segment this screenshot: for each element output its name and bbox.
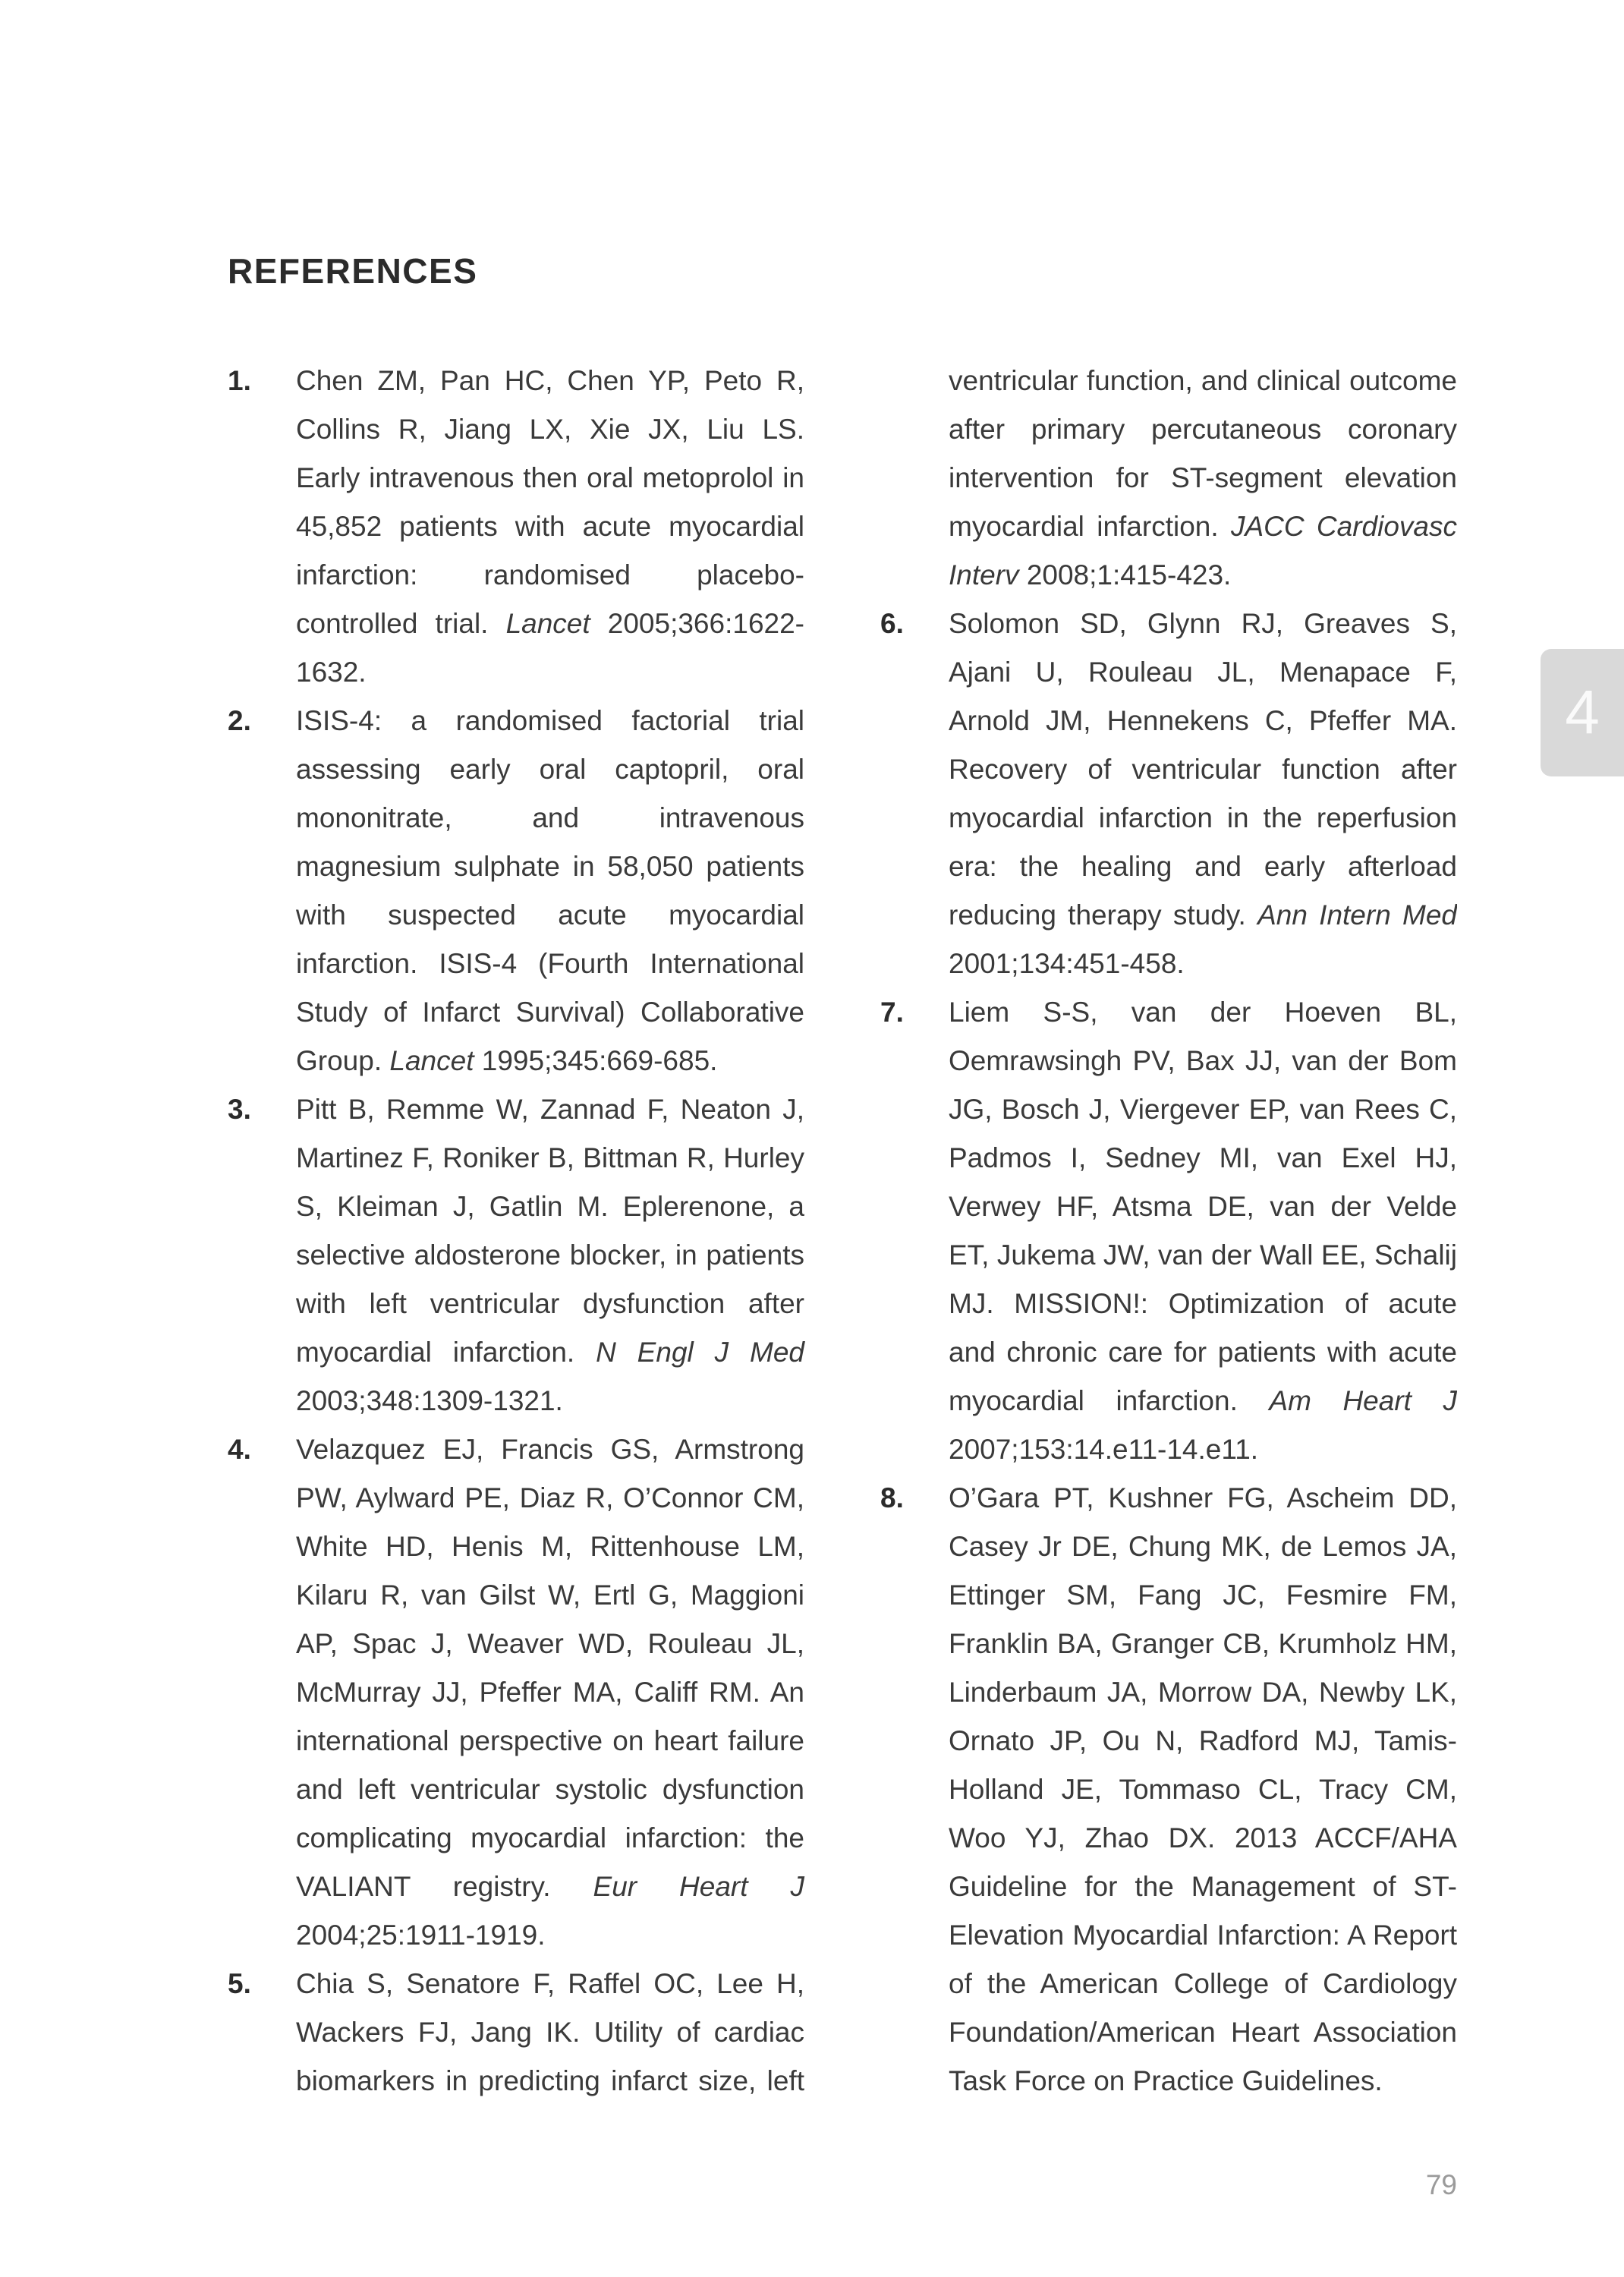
reference-text: Chia S, Senatore F, Raffel OC, Lee H, Wackers FJ, Jang IK. Utility of cardiac biomarkers in predicting infarct size, left ventricular function, and clinical outcome after primary percutaneous coronary intervention for ST-segment elevation myocardial infarction. — [296, 365, 1457, 2096]
reference-text: Liem S-S, van der Hoeven BL, Oemrawsingh PV, Bax JJ, van der Bom JG, Bosch J, Viergever EP, van Rees C, Padmos I, Sedney MI, van Exel HJ, Verwey HF, Atsma DE, van der Velde ET, Jukema JW, van der Wall EE, Schalij MJ. MISSION!: Optimization of acute and chronic care for patients with acute myocardial infarction. — [949, 997, 1457, 1416]
page-content — [228, 250, 1457, 2125]
reference-item — [880, 600, 1457, 988]
page-number: 79 — [1425, 2169, 1457, 2200]
journal-name: Lancet — [389, 1045, 474, 1076]
journal-name: N Engl J Med — [596, 1337, 804, 1368]
chapter-tab — [1541, 649, 1624, 776]
reference-number: 7. — [880, 997, 904, 1028]
reference-text: 2007;153:14.e11-14.e11. — [949, 1434, 1259, 1465]
reference-text: Chen ZM, Pan HC, Chen YP, Peto R, Collins R, Jiang LX, Xie JX, Liu LS. Early intravenous then oral metoprolol in 45,852 patients with acute myocardial infarction: randomised placebo-controlled trial. — [296, 365, 804, 639]
journal-name: Ann Intern Med — [1257, 899, 1457, 931]
reference-item — [228, 1085, 804, 1425]
reference-text: 2001;134:451-458. — [949, 948, 1185, 979]
reference-item — [228, 1425, 804, 1960]
reference-text: O’Gara PT, Kushner FG, Ascheim DD, Casey Jr DE, Chung MK, de Lemos JA, Ettinger SM, Fang JC, Fesmire FM, Franklin BA, Granger CB, Krumholz HM, Linderbaum JA, Morrow DA, Newby LK, Ornato JP, Ou N, Radford MJ, Tamis-Holland JE, Tommaso CL, Tracy CM, Woo YJ, Zhao DX. 2013 ACCF/AHA Guideline for the Management of ST-Elevation Myocardial Infarction: A Report of the American College of Cardiology Foundation/American Heart Association Task Force on Practice Guidelines. — [949, 1482, 1457, 2096]
reference-text: 2004;25:1911-1919. — [296, 1920, 546, 1951]
reference-number: 8. — [880, 1482, 904, 1513]
reference-text: Pitt B, Remme W, Zannad F, Neaton J, Martinez F, Roniker B, Bittman R, Hurley S, Kleiman J, Gatlin M. Eplerenone, a selective aldosterone blocker, in patients with left ventricular dysfunction after myocardial infarction. — [296, 1094, 804, 1368]
reference-text: Velazquez EJ, Francis GS, Armstrong PW, Aylward PE, Diaz R, O’Connor CM, White HD, Henis M, Rittenhouse LM, Kilaru R, van Gilst W, Ertl G, Maggioni AP, Spac J, Weaver WD, Rouleau JL, McMurray JJ, Pfeffer MA, Califf RM. An international perspective on heart failure and left ventricular systolic dysfunction complicating myocardial infarction: the VALIANT registry. — [296, 1434, 804, 1902]
reference-item — [880, 1474, 1457, 2105]
journal-name: Lancet — [505, 608, 590, 639]
reference-text: 2003;348:1309-1321. — [296, 1385, 563, 1416]
reference-number: 1. — [228, 365, 251, 396]
reference-text: 2005;366:1622-1632. — [296, 608, 805, 688]
reference-item — [228, 697, 804, 1085]
reference-number: 6. — [880, 608, 904, 639]
reference-number: 4. — [228, 1434, 251, 1465]
reference-text: 2008;1:415-423. — [1018, 559, 1232, 591]
reference-text: 1995;345:669-685. — [474, 1045, 718, 1076]
chapter-tab-number: 4 — [1565, 678, 1600, 747]
reference-list — [228, 357, 1457, 2125]
reference-number: 2. — [228, 705, 251, 736]
reference-number: 5. — [228, 1968, 251, 1999]
reference-item — [228, 357, 804, 697]
reference-text: ISIS-4: a randomised factorial trial assessing early oral captopril, oral mononitrate, and intravenous magnesium sulphate in 58,050 patients with suspected acute myocardial infarction. ISIS-4 (Fourth International Study of Infarct Survival) Collaborative Group. — [296, 705, 804, 1076]
journal-name: Eur Heart J — [593, 1871, 804, 1902]
references-heading: REFERENCES — [228, 251, 478, 291]
reference-number: 3. — [228, 1094, 251, 1125]
journal-name: JACC Cardiovasc Interv — [949, 511, 1457, 591]
reference-item — [880, 988, 1457, 1474]
journal-name: Am Heart J — [1269, 1385, 1457, 1416]
reference-text: Solomon SD, Glynn RJ, Greaves S, Ajani U, Rouleau JL, Menapace F, Arnold JM, Hennekens C, Pfeffer MA. Recovery of ventricular function after myocardial infarction in the reperfusion era: the healing and early afterload reducing therapy study. — [949, 608, 1457, 931]
